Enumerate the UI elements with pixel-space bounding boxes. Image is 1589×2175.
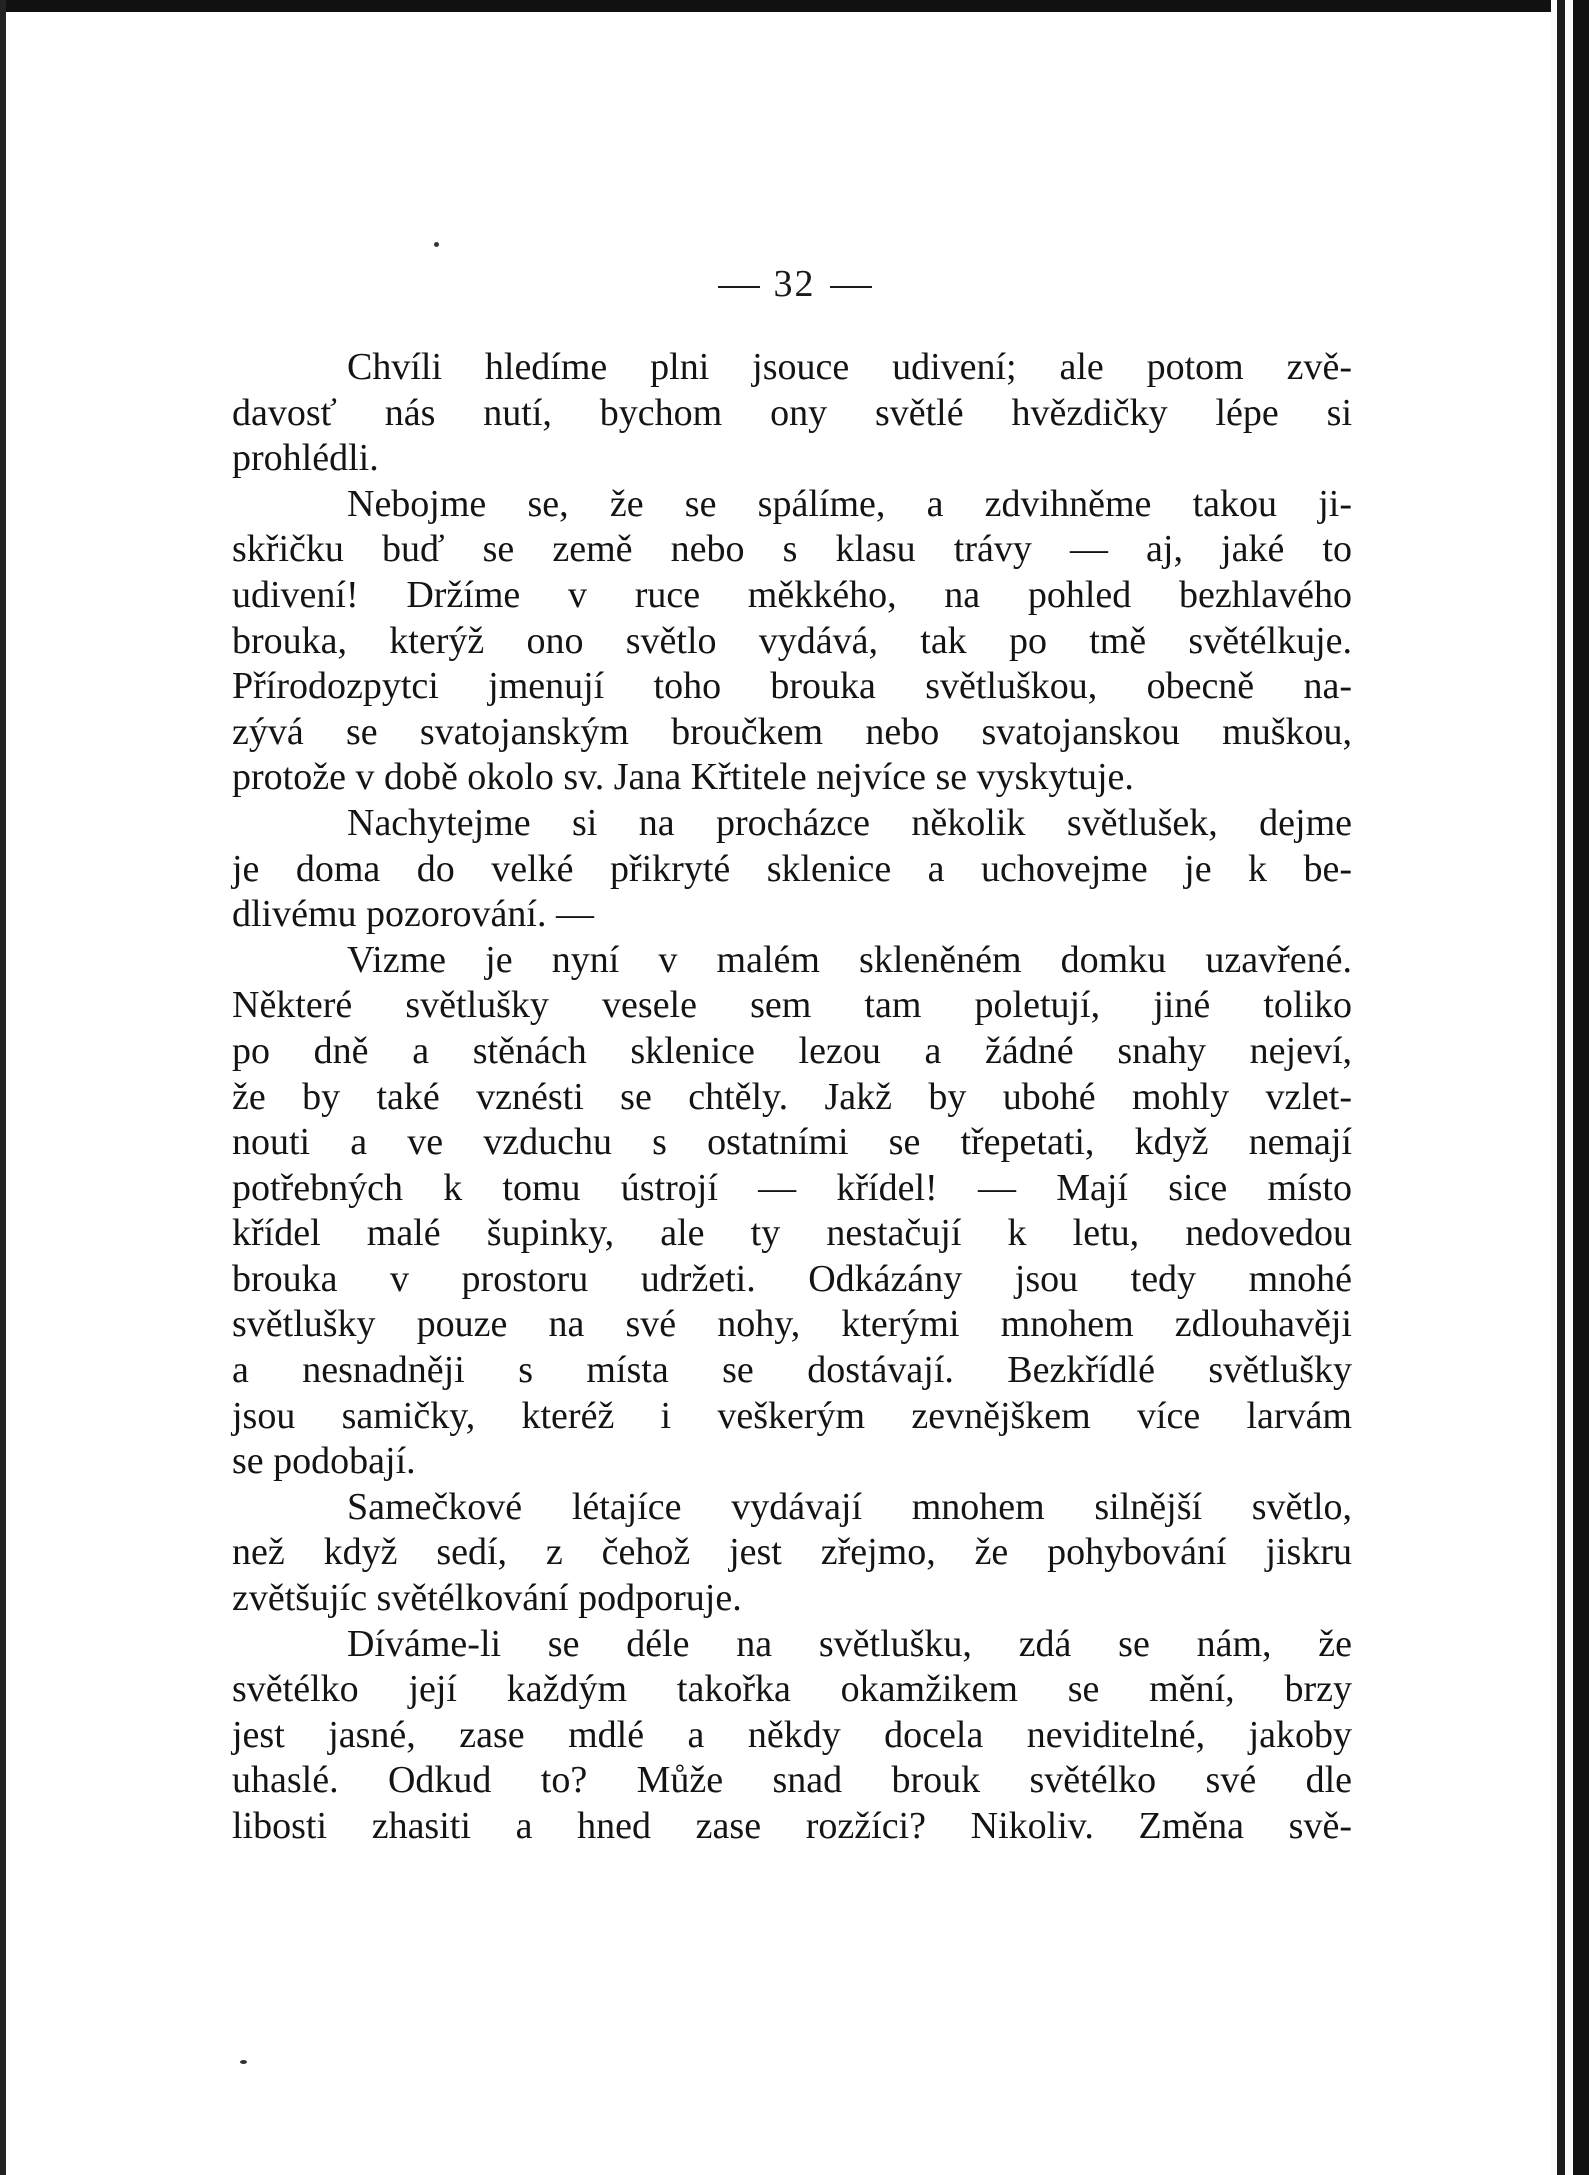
text-line: po dně a stěnách sklenice lezou a žádné snahy nejeví, (232, 1029, 1352, 1072)
text-line: zývá se svatojanským broučkem nebo svatojanskou muškou, (232, 710, 1352, 753)
text-line: Vizme je nyní v malém skleněném domku uzavřené. (347, 938, 1352, 981)
scan-edge-right (1551, 0, 1589, 2175)
text-line: brouka v prostoru udržeti. Odkázány jsou tedy mnohé (232, 1257, 1352, 1300)
text-line: nouti a ve vzduchu s ostatními se třepetati, když nemají (232, 1121, 1352, 1164)
text-line: Díváme-li se déle na světlušku, zdá se nám, že (347, 1622, 1352, 1665)
text-line: se podobají. (232, 1440, 416, 1483)
text-line: dlivému pozorování. — (232, 893, 594, 936)
scan-edge-top (0, 0, 1589, 12)
ink-speck (434, 242, 439, 247)
text-line: Nachytejme si na procházce několik světlušek, dejme (347, 801, 1352, 844)
text-line: Některé světlušky vesele sem tam poletují, jiné toliko (232, 984, 1352, 1027)
text-line: udivení! Držíme v ruce měkkého, na pohled bezhlavého (232, 573, 1352, 616)
text-line: než když sedí, z čehož jest zřejmo, že pohybování jiskru (232, 1531, 1352, 1574)
text-line: je doma do velké přikryté sklenice a uchovejme je k be- (232, 847, 1352, 890)
scan-edge-left (0, 0, 6, 2175)
text-line: libosti zhasiti a hned zase rozžíci? Nikoliv. Změna svě- (232, 1805, 1352, 1847)
text-line: jsou samičky, kteréž i veškerým zevnějškem více larvám (232, 1394, 1352, 1437)
text-line: Nebojme se, že se spálíme, a zdvihněme takou ji- (347, 482, 1352, 525)
text-line: zvětšujíc světélkování podporuje. (232, 1577, 742, 1620)
text-line: prohlédli. (232, 437, 379, 480)
text-line: že by také vznésti se chtěly. Jakž by ubohé mohly vzlet- (232, 1075, 1352, 1118)
text-line: uhaslé. Odkud to? Může snad brouk světélko své dle (232, 1759, 1352, 1802)
text-line: světélko její každým takořka okamžikem se mění, brzy (232, 1668, 1352, 1711)
page-number (0, 262, 1589, 306)
text-line: skřičku buď se země nebo s klasu trávy — aj, jaké to (232, 528, 1352, 571)
page-number-dash-right (830, 286, 872, 288)
text-line: křídel malé šupinky, ale ty nestačují k letu, nedovedou (232, 1212, 1352, 1255)
text-line: davosť nás nutí, bychom ony světlé hvězdičky lépe si (232, 391, 1352, 434)
text-line: protože v době okolo sv. Jana Křtitele nejvíce se vyskytuje. (232, 756, 1134, 799)
text-line: potřebných k tomu ústrojí — křídel! — Mají sice místo (232, 1166, 1352, 1209)
text-line: brouka, kterýž ono světlo vydává, tak po tmě světélkuje. (232, 619, 1352, 662)
page-number-value: 32 (773, 263, 816, 305)
text-line: Samečkové létajíce vydávají mnohem silnější světlo, (347, 1485, 1352, 1528)
text-line: jest jasné, zase mdlé a někdy docela neviditelné, jakoby (232, 1713, 1352, 1756)
text-line: a nesnadněji s místa se dostávají. Bezkřídlé světlušky (232, 1349, 1352, 1392)
ink-speck (240, 2060, 247, 2064)
body-text (232, 345, 1352, 1850)
text-line: Chvíli hledíme plni jsouce udivení; ale potom zvě- (347, 346, 1352, 388)
text-line: světlušky pouze na své nohy, kterými mnohem zdlouhavěji (232, 1303, 1352, 1346)
page-number-dash-left (718, 286, 760, 288)
text-line: Přírodozpytci jmenují toho brouka světluškou, obecně na- (232, 665, 1352, 708)
